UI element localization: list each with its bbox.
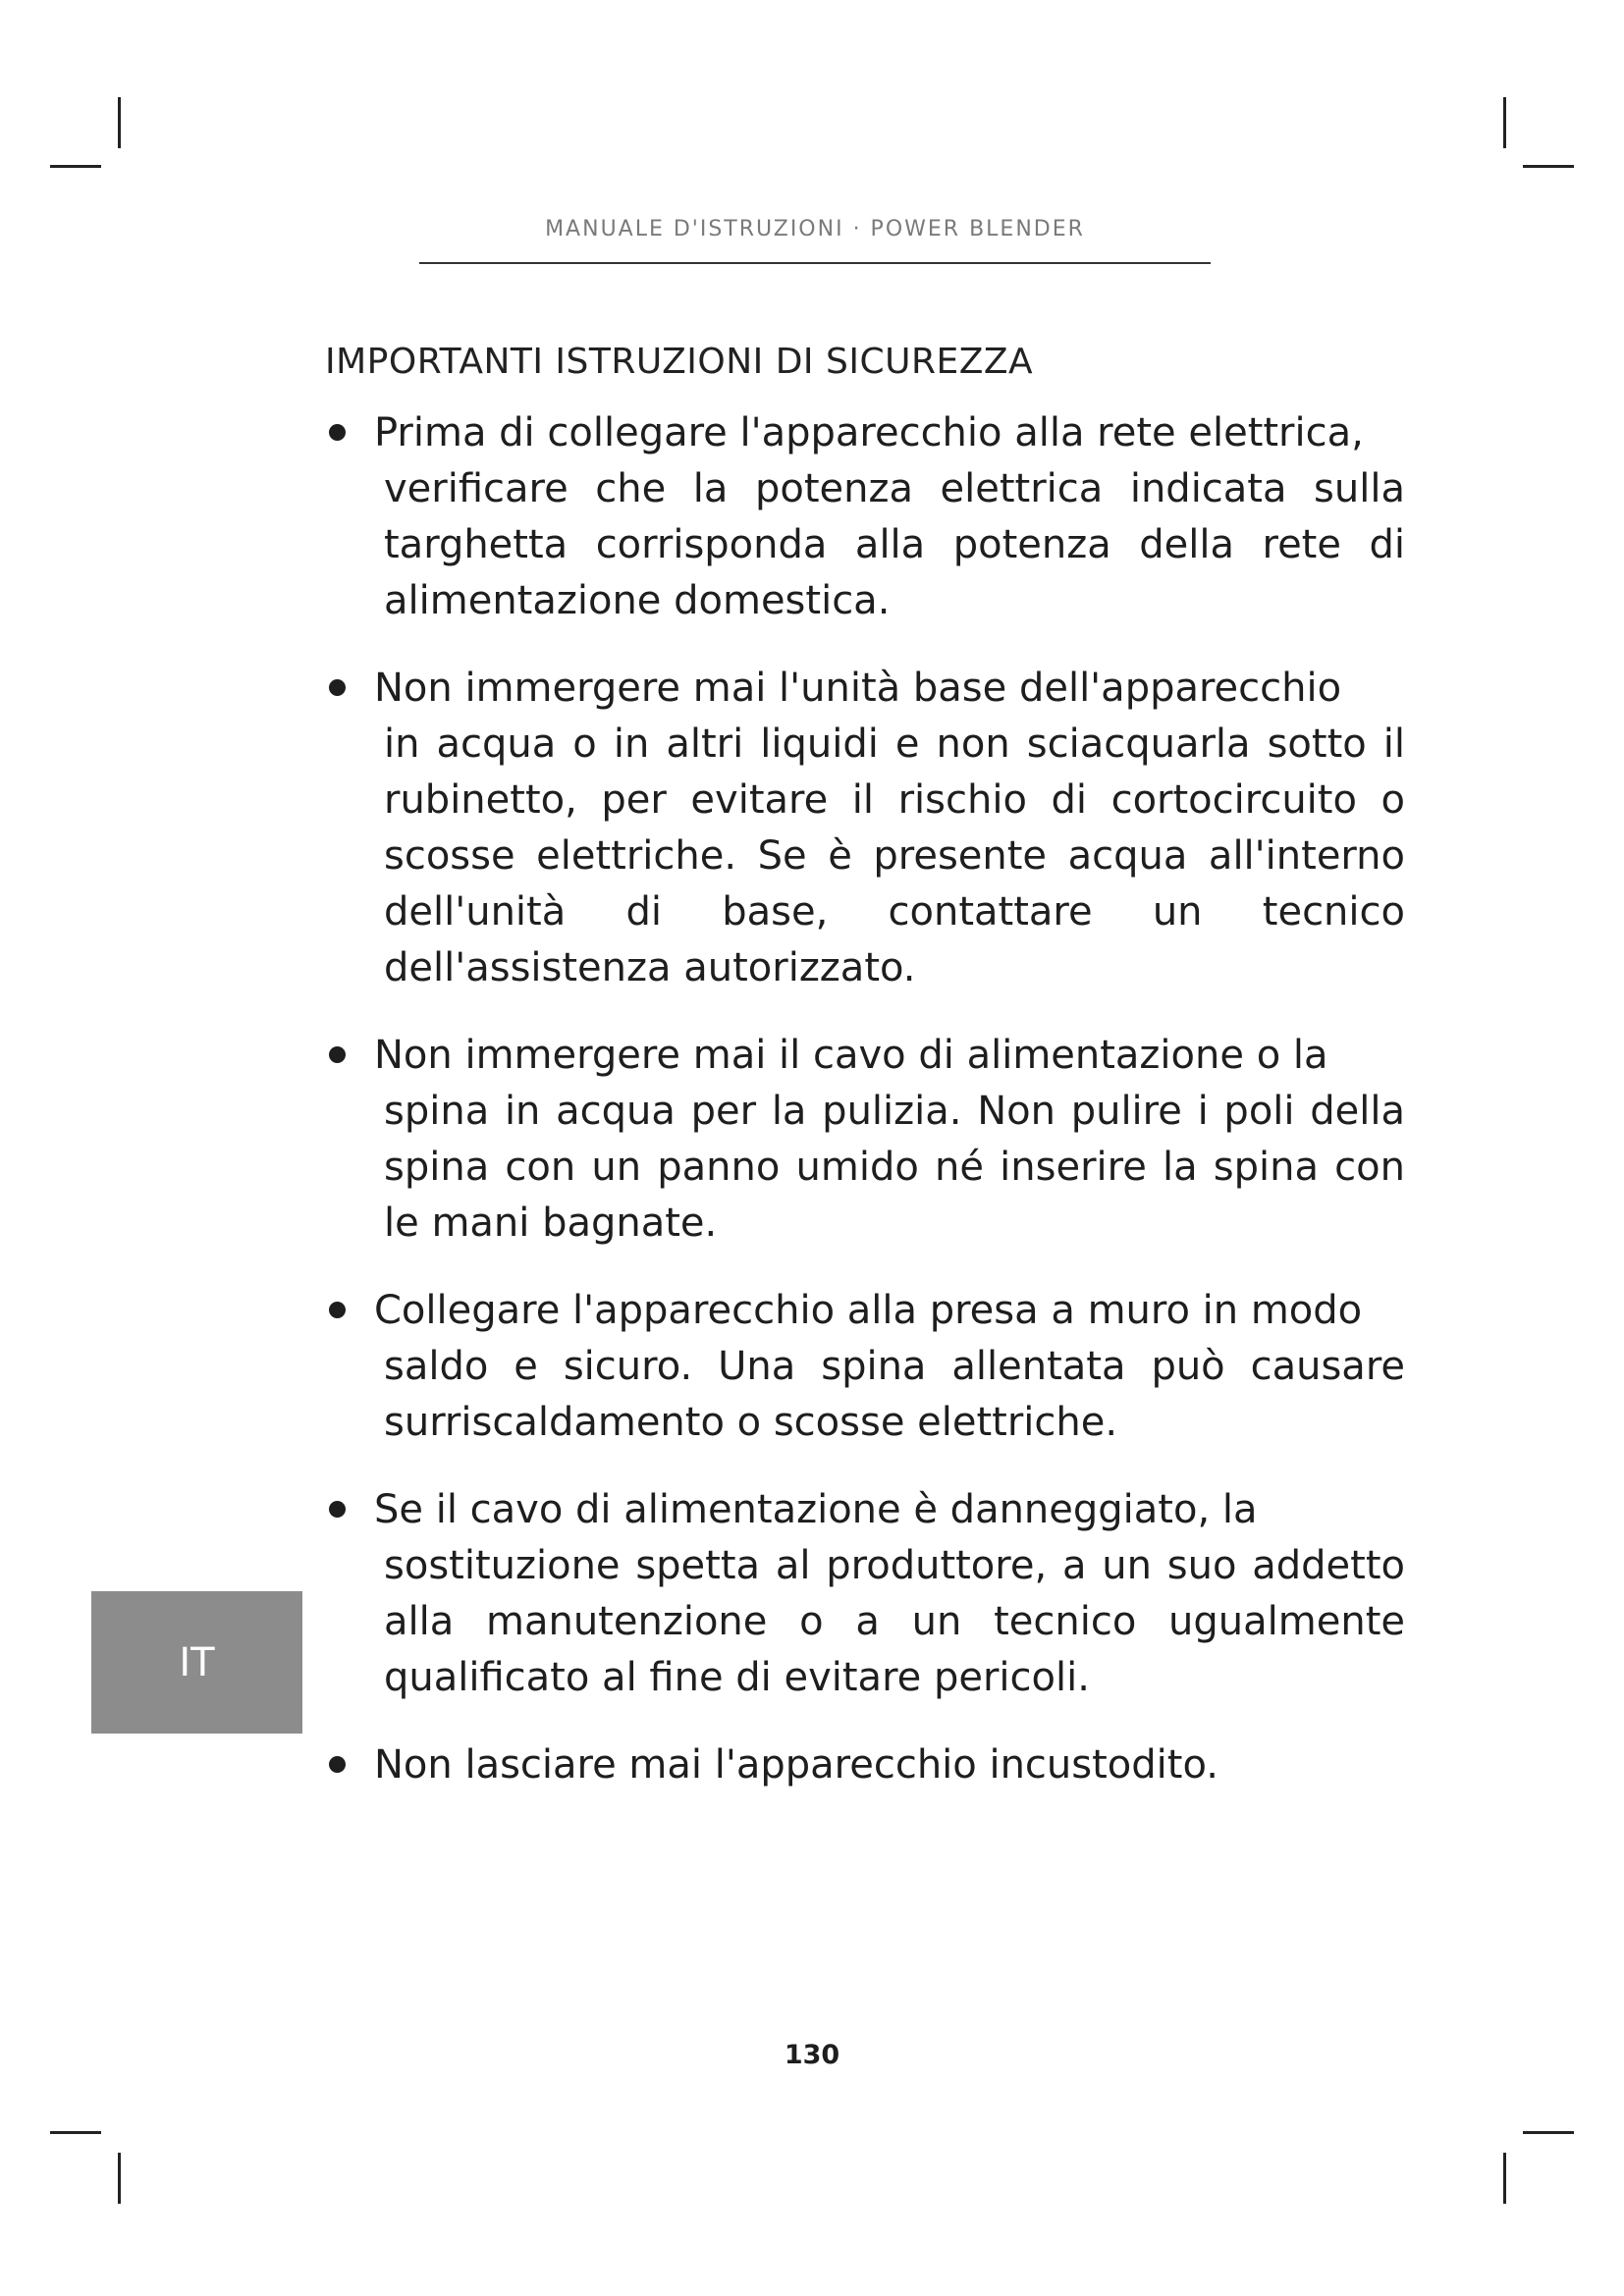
list-item-lead: Se il cavo di alimentazione è danneggiato, la [374, 1487, 1258, 1532]
list-item-text: sostituzione spetta al produttore, a un suo addetto alla manutenzione o a un tecnico ugualmente qualificato al fine di evitare pericoli. [384, 1543, 1405, 1700]
list-item-lead: Non immergere mai l'unità base dell'apparecchio [374, 666, 1342, 711]
list-item [325, 1737, 1405, 1793]
list-item-text: spina in acqua per la pulizia. Non pulire i poli della spina con un panno umido né inserire la spina con le mani bagnate. [384, 1089, 1405, 1246]
crop-mark [1503, 97, 1506, 148]
list-item [325, 1028, 1405, 1252]
crop-mark [50, 165, 101, 168]
bullet-icon [329, 1302, 346, 1318]
language-tab [91, 1591, 302, 1734]
list-item-text: saldo e sicuro. Una spina allentata può causare surriscaldamento o scosse elettriche. [384, 1344, 1405, 1445]
list-item-lead: Non lasciare mai l'apparecchio incustodito. [374, 1742, 1218, 1788]
safety-instructions-list [325, 405, 1405, 1825]
list-item-lead: Prima di collegare l'apparecchio alla rete elettrica, [374, 410, 1364, 455]
running-header: MANUALE D'ISTRUZIONI · POWER BLENDER [545, 217, 1085, 241]
header-divider [419, 262, 1211, 264]
bullet-icon [329, 1046, 346, 1063]
list-item-text: verificare che la potenza elettrica indicata sulla targhetta corrisponda alla potenza della rete di alimentazione domestica. [384, 466, 1405, 623]
crop-mark [118, 97, 121, 148]
crop-mark [118, 2153, 121, 2204]
list-item [325, 661, 1405, 996]
list-item-lead: Collegare l'apparecchio alla presa a muro in modo [374, 1288, 1363, 1333]
list-item [325, 405, 1405, 629]
language-tab-label: IT [179, 1639, 215, 1685]
bullet-icon [329, 1756, 346, 1773]
crop-mark [1523, 2131, 1574, 2134]
list-item-lead: Non immergere mai il cavo di alimentazione o la [374, 1033, 1328, 1078]
section-title: IMPORTANTI ISTRUZIONI DI SICUREZZA [325, 342, 1034, 382]
crop-mark [50, 2131, 101, 2134]
bullet-icon [329, 1501, 346, 1518]
list-item [325, 1283, 1405, 1451]
list-item [325, 1482, 1405, 1706]
crop-mark [1523, 165, 1574, 168]
list-item-text: in acqua o in altri liquidi e non sciacquarla sotto il rubinetto, per evitare il rischio di cortocircuito o scosse elettriche. Se è presente acqua all'interno dell'unità di base, contattare un tecnico dell'assistenza autorizzato. [384, 721, 1405, 990]
bullet-icon [329, 679, 346, 696]
crop-mark [1503, 2153, 1506, 2204]
bullet-icon [329, 424, 346, 441]
page-number: 130 [784, 2040, 840, 2070]
